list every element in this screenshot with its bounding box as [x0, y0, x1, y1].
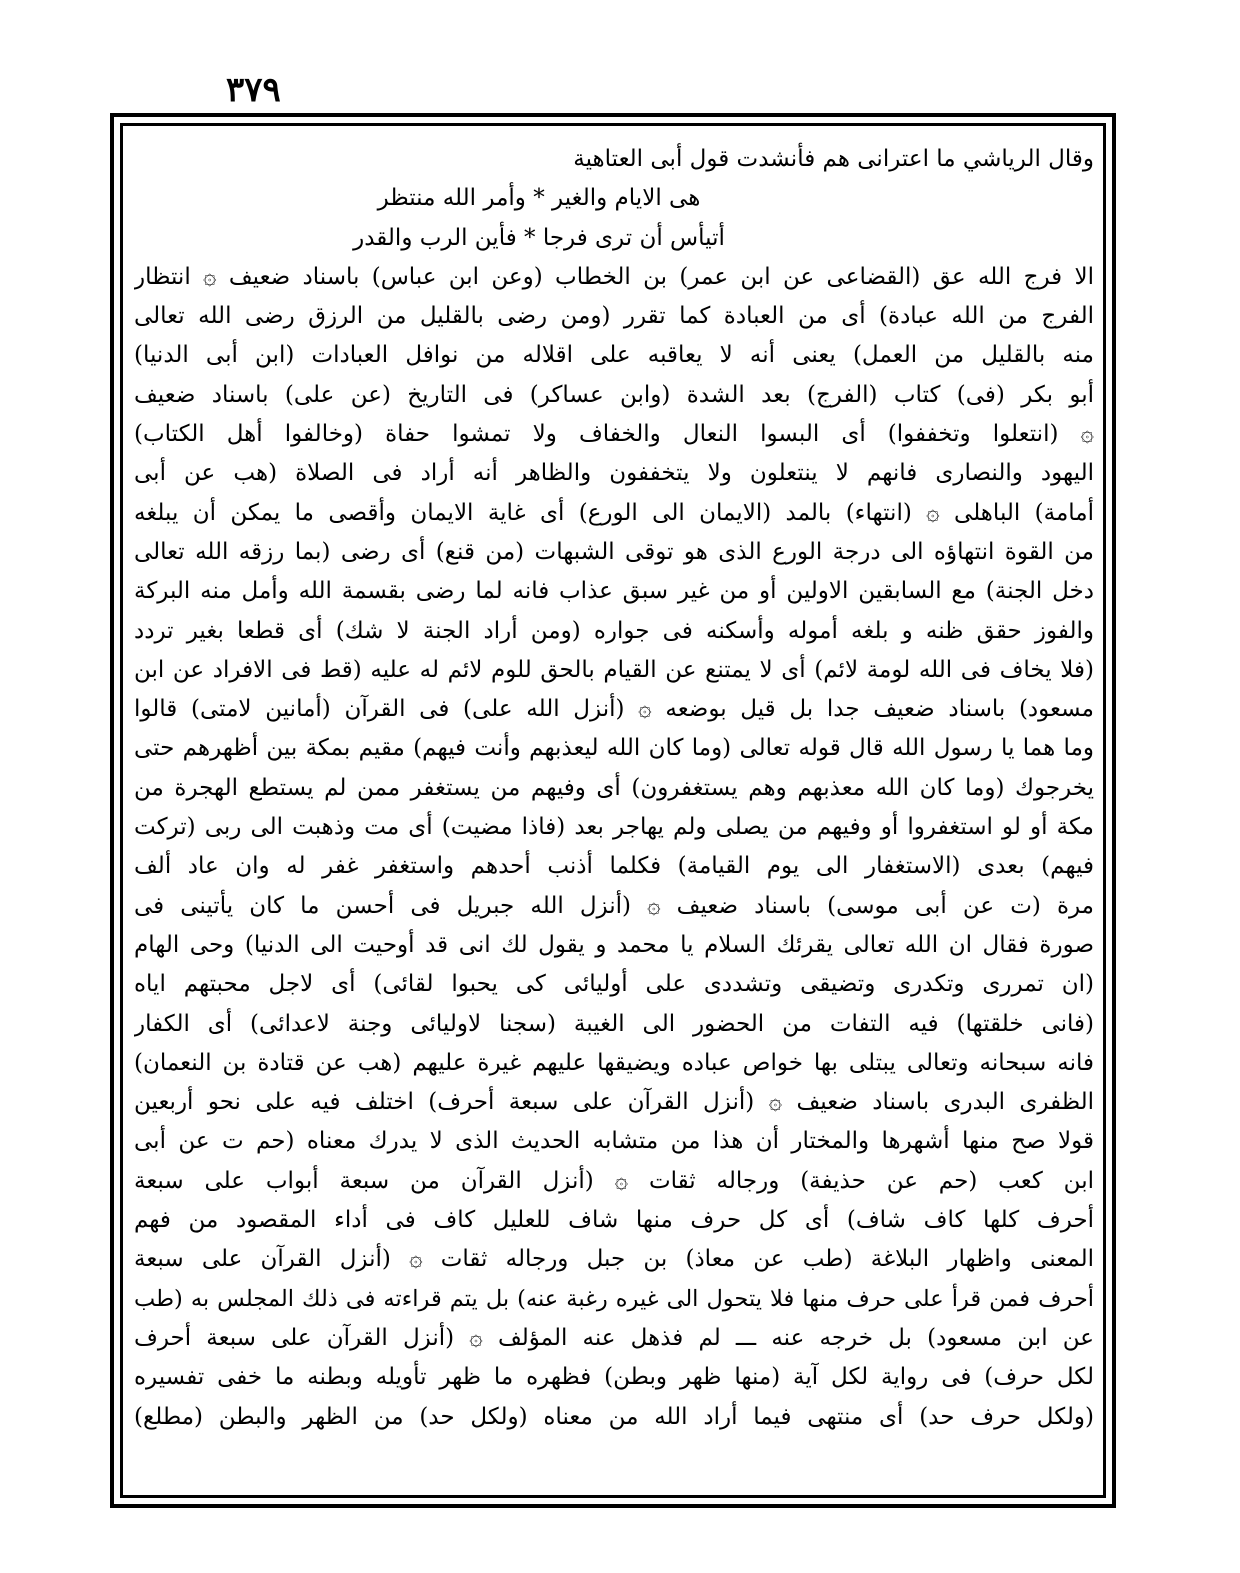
text-line: وقال الرياشي ما اعترانى هم فأنشدت قول أبى العتاهية: [573, 146, 1094, 172]
text-line: والفوز حقق ظنه و بلغه أموله وأسكنه فى جواره (ومن أراد الجنة لا شك) أى قطعا بغير تردد: [134, 617, 1094, 644]
text-line: ۞ (انتعلوا وتخففوا) أى البسوا النعال والخفاف ولا تمشوا حفاة (وخالفوا أهل الكتاب): [134, 421, 1094, 448]
text-line: دخل الجنة) مع السابقين الاولين أو من غير سبق عذاب فانه لما رضى بقسمة الله وأمل منه البركة: [134, 578, 1094, 605]
verse-line: هى الايام والغير * وأمر الله منتظر: [377, 185, 701, 212]
text-line: (فلا يخاف فى الله لومة لائم) أى لا يمتنع عن القيام بالحق للوم لائم له عليه (قط فى الافراد عن ابن: [134, 656, 1094, 683]
text-line: الظفرى البدرى باسناد ضعيف ۞ (أنزل القرآن على سبعة أحرف) اختلف فيه على نحو أربعين: [134, 1089, 1094, 1116]
text-line: قولا صح منها أشهرها والمختار أن هذا من متشابه الحديث الذى لا يدرك معناه (حم ت عن أبى: [134, 1128, 1094, 1155]
text-line: مكة أو لو استغفروا أو وفيهم من يصلى ولم يهاجر بعد (فاذا مضيت) أى مت وذهبت الى ربى (تركت: [134, 814, 1094, 841]
text-line: المعنى واظهار البلاغة (طب عن معاذ) بن جبل ورجاله ثقات ۞ (أنزل القرآن على سبعة: [134, 1246, 1094, 1273]
text-line: فانه سبحانه وتعالى يبتلى بها خواص عباده ويضيقها عليهم غيرة عليهم (هب عن قتادة بن النعمان): [134, 1049, 1094, 1076]
text-line: أبو بكر (فى) كتاب (الفرج) بعد الشدة (وابن عساكر) فى التاريخ (عن على) باسناد ضعيف: [134, 381, 1094, 408]
text-line: مسعود) باسناد ضعيف جدا بل قيل بوضعه ۞ (أنزل الله على) فى القرآن (أمانين لامتى) قالوا: [134, 696, 1094, 723]
text-line: ابن كعب (حم عن حذيفة) ورجاله ثقات ۞ (أنزل القرآن من سبعة أبواب على سبعة: [134, 1167, 1094, 1194]
text-line: اليهود والنصارى فانهم لا ينتعلون ولا يتخففون والظاهر أنه أراد فى الصلاة (هب عن أبى: [134, 460, 1094, 487]
text-line: الا فرج الله عق (القضاعى عن ابن عمر) بن الخطاب (وعن ابن عباس) باسناد ضعيف ۞ انتظار: [134, 263, 1094, 290]
verse-line: أتيأس أن ترى فرجا * فأين الرب والقدر: [353, 224, 725, 251]
text-line: (ولكل حرف حد) أى منتهى فيما أراد الله من معناه (ولكل حد) من الظهر والبطن (مطلع): [134, 1403, 1094, 1430]
text-line: من القوة انتهاؤه الى درجة الورع الذى هو توقى الشبهات (من قنع) أى رضى (بما رزقه الله تعالى: [134, 538, 1094, 565]
text-line: أحرف كلها كاف شاف) أى كل حرف منها شاف للعليل كاف فى أداء المقصود من فهم: [134, 1207, 1094, 1234]
text-line: (ان تمررى وتكدرى وتضيقى وتشددى على أوليائى كى يحبوا لقائى) أى لاجل محبتهم اياه: [134, 971, 1094, 998]
text-line: منه بالقليل من العمل) يعنى أنه لا يعاقبه على اقلاله من نوافل العبادات (ابن أبى الدنيا): [134, 342, 1094, 369]
text-line: صورة فقال ان الله تعالى يقرئك السلام يا محمد و يقول لك انى قد أوحيت الى الدنيا) وحى الهام: [134, 931, 1094, 958]
text-line: عن ابن مسعود) بل خرجه عنه ـــ لم فذهل عنه المؤلف ۞ (أنزل القرآن على سبعة أحرف: [134, 1324, 1094, 1351]
text-line: فيهم) بعدى (الاستغفار الى يوم القيامة) فكلما أذنب أحدهم واستغفر غفر له وان عاد ألف: [134, 853, 1094, 880]
text-line: مرة (ت عن أبى موسى) باسناد ضعيف ۞ (أنزل الله جبريل فى أحسن ما كان يأتينى فى: [134, 892, 1094, 919]
text-line: يخرجوك (وما كان الله معذبهم وهم يستغفرون) أى وفيهم من يستغفر ممن لم يستطع الهجرة من: [134, 774, 1094, 801]
body-text: [134, 140, 1094, 1490]
text-line: أحرف فمن قرأ على حرف منها فلا يتحول الى غيره رغبة عنه) بل يتم قراءته فى ذلك المجلس به (طب: [134, 1285, 1094, 1312]
text-line: الفرج من الله عبادة) أى من العبادة كما تقرر (ومن رضى بالقليل من الرزق رضى الله تعالى: [134, 303, 1094, 330]
text-line: لكل حرف) فى رواية لكل آية (منها ظهر وبطن) فظهره ما ظهر تأويله وبطنه ما خفى تفسيره: [134, 1364, 1094, 1391]
text-line: أمامة) الباهلى ۞ (انتهاء) بالمد (الايمان الى الورع) أى غاية الايمان وأقصى ما يمكن أن يبلغه: [134, 499, 1094, 526]
text-line: (فانى خلقتها) فيه التفات من الحضور الى الغيبة (سجنا لاوليائى وجنة لاعدائى) أى الكفار: [134, 1010, 1094, 1037]
page-number: ٣٧٩: [226, 70, 281, 110]
text-line: وما هما يا رسول الله قال قوله تعالى (وما كان الله ليعذبهم وأنت فيهم) مقيم بمكة بين أظهرهم حتى: [134, 735, 1094, 762]
